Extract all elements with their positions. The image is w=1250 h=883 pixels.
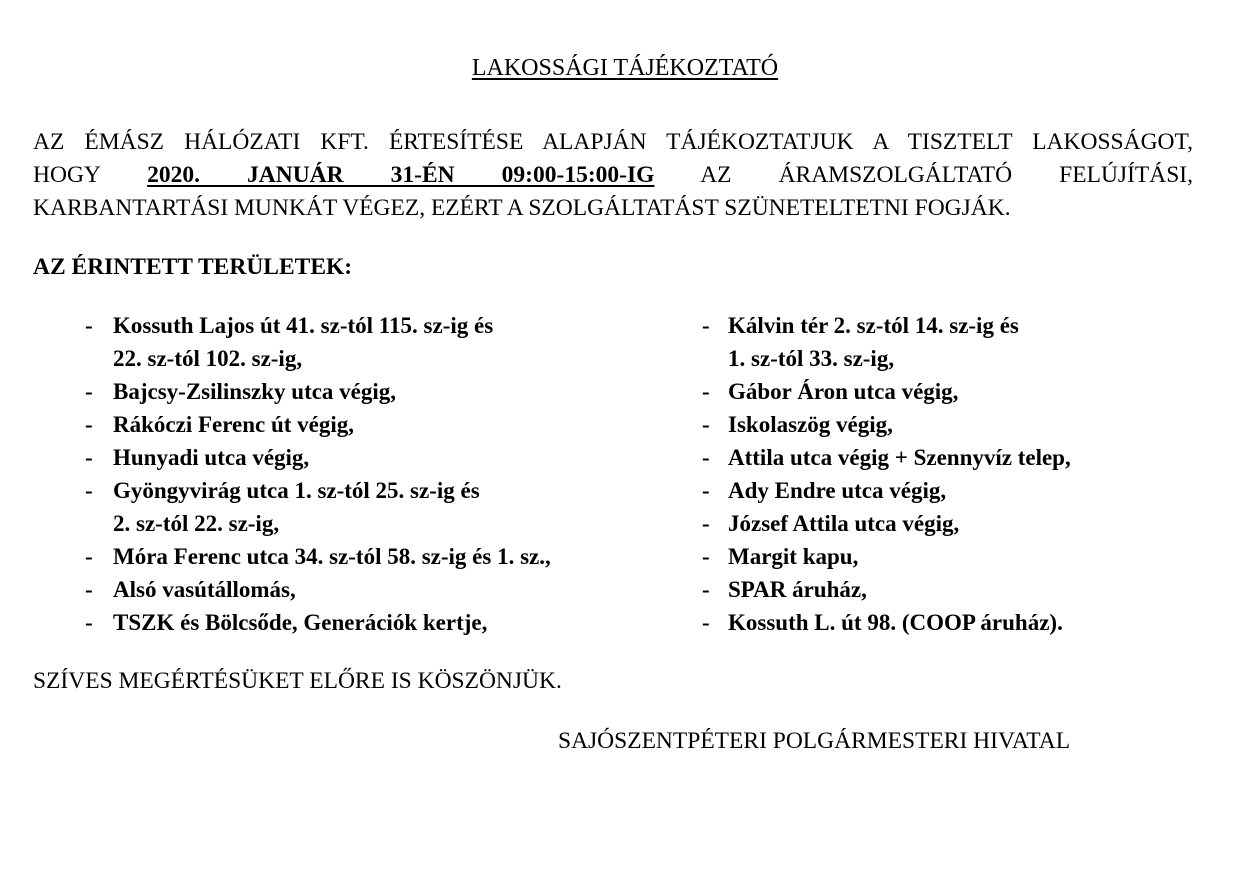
area-text: Alsó vasútállomás, (113, 577, 296, 602)
area-text: SPAR áruház, (728, 577, 867, 602)
bullet-dash: - (702, 511, 710, 536)
bullet-dash: - (702, 478, 710, 503)
area-list-item (702, 507, 1222, 540)
notice-title: LAKOSSÁGI TÁJÉKOZTATÓ (471, 55, 779, 81)
area-list-item (702, 441, 1222, 474)
area-list-item (85, 309, 665, 375)
area-text: TSZK és Bölcsőde, Generációk kertje, (113, 610, 488, 635)
bullet-dash: - (85, 577, 93, 602)
area-text: Ady Endre utca végig, (728, 478, 947, 503)
area-list-item (85, 408, 665, 441)
area-text: Bajcsy-Zsilinszky utca végig, (113, 379, 397, 404)
intro-line-2-suffix: AZ ÁRAMSZOLGÁLTATÓ FELÚJÍTÁSI, (700, 162, 1193, 188)
bullet-dash: - (702, 577, 710, 602)
area-list-item (85, 474, 665, 540)
area-text: Kálvin tér 2. sz-tól 14. sz-ig és (728, 313, 1019, 338)
bullet-dash: - (702, 313, 710, 338)
area-text: József Attila utca végig, (728, 511, 960, 536)
area-text: Gábor Áron utca végig, (728, 379, 959, 404)
area-text-continued: 1. sz-tól 33. sz-ig, (728, 346, 895, 371)
area-text: Margit kapu, (728, 544, 859, 569)
area-list-item (702, 474, 1222, 507)
area-text-continued: 22. sz-tól 102. sz-ig, (113, 346, 303, 371)
bullet-dash: - (85, 478, 93, 503)
area-list-item (85, 375, 665, 408)
signature-office: SAJÓSZENTPÉTERI POLGÁRMESTERI HIVATAL (558, 728, 1071, 754)
area-text-continued: 2. sz-tól 22. sz-ig, (113, 511, 280, 536)
area-list-item (85, 441, 665, 474)
area-text: Kossuth Lajos út 41. sz-tól 115. sz-ig és (113, 313, 494, 338)
affected-areas-right-column (702, 309, 1222, 639)
outage-date: 2020. JANUÁR 31-ÉN 09:00-15:00-IG (147, 162, 655, 188)
bullet-dash: - (85, 379, 93, 404)
bullet-dash: - (85, 313, 93, 338)
intro-line-3: KARBANTARTÁSI MUNKÁT VÉGEZ, EZÉRT A SZOLGÁLTATÁST SZÜNETELTETNI FOGJÁK. (33, 195, 1011, 221)
intro-line-1: AZ ÉMÁSZ HÁLÓZATI KFT. ÉRTESÍTÉSE ALAPJÁN TÁJÉKOZTATJUK A TISZTELT LAKOSSÁGOT, (33, 129, 1193, 155)
bullet-dash: - (702, 445, 710, 470)
bullet-dash: - (702, 610, 710, 635)
bullet-dash: - (85, 412, 93, 437)
area-list-item (702, 375, 1222, 408)
area-text: Móra Ferenc utca 34. sz-tól 58. sz-ig és 1. sz., (113, 544, 551, 569)
area-list-item (85, 573, 665, 606)
bullet-dash: - (85, 610, 93, 635)
area-text: Gyöngyvirág utca 1. sz-tól 25. sz-ig és (113, 478, 480, 503)
area-list-item (702, 606, 1222, 639)
intro-paragraph (33, 126, 1193, 225)
bullet-dash: - (85, 445, 93, 470)
area-list-item (85, 540, 665, 573)
area-list-item (702, 573, 1222, 606)
area-text: Hunyadi utca végig, (113, 445, 310, 470)
bullet-dash: - (702, 412, 710, 437)
area-list-item (702, 540, 1222, 573)
affected-areas-heading: AZ ÉRINTETT TERÜLETEK: (33, 254, 353, 280)
bullet-dash: - (702, 544, 710, 569)
intro-line-2-prefix: HOGY (33, 162, 101, 188)
area-list-item (702, 309, 1222, 375)
area-list-item (702, 408, 1222, 441)
area-list-item (85, 606, 665, 639)
area-text: Rákóczi Ferenc út végig, (113, 412, 355, 437)
bullet-dash: - (702, 379, 710, 404)
bullet-dash: - (85, 544, 93, 569)
thanks-note: SZÍVES MEGÉRTÉSÜKET ELŐRE IS KÖSZÖNJÜK. (33, 668, 562, 694)
area-text: Attila utca végig + Szennyvíz telep, (728, 445, 1071, 470)
area-text: Kossuth L. út 98. (COOP áruház). (728, 610, 1063, 635)
area-text: Iskolaszög végig, (728, 412, 893, 437)
affected-areas-left-column (85, 309, 665, 639)
intro-line-2 (33, 159, 1193, 192)
